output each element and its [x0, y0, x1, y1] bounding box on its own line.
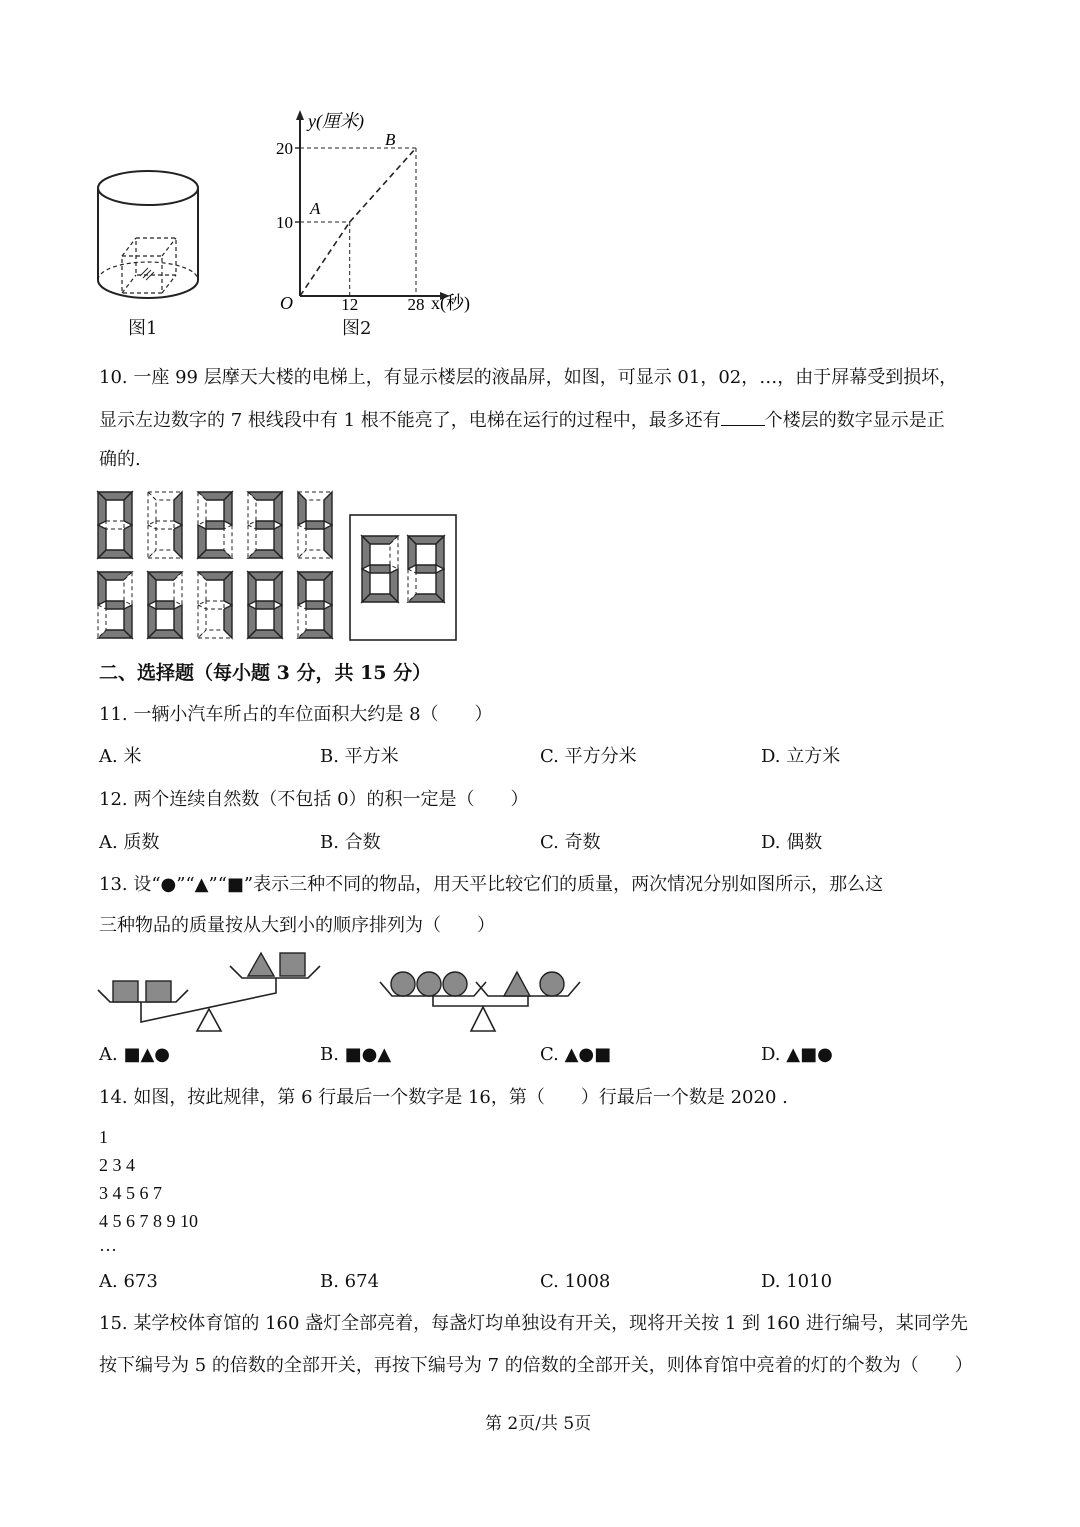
y-tick-label-2: 10 [276, 213, 293, 232]
figure1-caption: 图1 [128, 318, 158, 339]
pattern-row-4: 4 5 6 7 8 9 10 [99, 1211, 198, 1231]
graph-segment-1 [300, 222, 350, 296]
graph-segment-2 [350, 148, 416, 222]
lcd-digit-9 [298, 572, 332, 638]
seven-segment-figure [94, 488, 466, 643]
lcd-digit-6 [148, 572, 182, 638]
lcd-digit-7 [198, 572, 232, 638]
q15-line2: 按下编号为 5 的倍数的全部开关，再按下编号为 7 的倍数的全部开关，则体育馆中亮着的灯的个数为（ ） [99, 1355, 973, 1376]
lcd-digit-1 [148, 492, 182, 558]
y-axis-label: y(厘米) [308, 111, 364, 131]
q12-stem: 12. 两个连续自然数（不包括 0）的积一定是（ ） [99, 789, 529, 810]
balance-figure-1 [96, 945, 328, 1035]
q11-option-d[interactable]: D. 立方米 [761, 746, 841, 767]
lcd-digit-3 [248, 492, 282, 558]
q14-option-c[interactable]: C. 1008 [540, 1271, 611, 1292]
balance-figure-2 [378, 960, 583, 1035]
q11-stem: 11. 一辆小汽车所占的车位面积大约是 8（ ） [99, 704, 493, 725]
lcd-digit-0 [98, 492, 132, 558]
pattern-row-3: 3 4 5 6 7 [99, 1183, 162, 1203]
y-tick-label-1: 20 [276, 139, 293, 158]
q10-line2-tail: 个楼层的数字显示是正 [764, 410, 945, 431]
q13-line1: 13. 设“●”“▲”“■”表示三种不同的物品，用天平比较它们的质量，两次情况分别如图所示，那么这 [99, 874, 884, 895]
x-tick-label-2: 28 [407, 295, 425, 314]
q11-option-c[interactable]: C. 平方分米 [540, 746, 637, 767]
q14-stem: 14. 如图，按此规律，第 6 行最后一个数字是 16，第（ ）行最后一个数是 2020 . [99, 1087, 788, 1108]
q13-option-c[interactable]: C. ▲●■ [540, 1044, 612, 1065]
cylinder-figure [90, 160, 210, 310]
q12-option-b[interactable]: B. 合数 [320, 832, 381, 853]
answer-blank[interactable] [721, 407, 765, 426]
lcd-digit-2 [198, 492, 232, 558]
q10-line2 [99, 407, 945, 433]
point-b-label: B [385, 130, 396, 149]
q12-option-c[interactable]: C. 奇数 [540, 832, 601, 853]
q13-option-d[interactable]: D. ▲■● [761, 1044, 833, 1065]
section-title: 二、选择题（每小题 3 分，共 15 分） [99, 662, 432, 684]
lcd-digit-4 [298, 492, 332, 558]
lcd-digit-8 [248, 572, 282, 638]
q13-option-b[interactable]: B. ■●▲ [320, 1044, 392, 1065]
q12-option-d[interactable]: D. 偶数 [761, 832, 823, 853]
x-tick-label-1: 12 [341, 295, 359, 314]
q12-option-a[interactable]: A. 质数 [99, 832, 160, 853]
q13-line2: 三种物品的质量按从大到小的顺序排列为（ ） [99, 915, 495, 936]
x-axis-label: x(秒) [431, 293, 470, 313]
q10-line1: 10. 一座 99 层摩天大楼的电梯上，有显示楼层的液晶屏，如图，可显示 01，02，…，由于屏幕受到损坏， [99, 367, 958, 388]
lcd-digit-5 [98, 572, 132, 638]
pattern-row-1: 1 [99, 1127, 108, 1147]
q13-option-a[interactable]: A. ■▲● [99, 1044, 170, 1065]
q14-option-d[interactable]: D. 1010 [761, 1271, 833, 1292]
q15-line1: 15. 某学校体育馆的 160 盏灯全部亮着，每盏灯均单独设有开关，现将开关按 1 到 160 进行编号，某同学先 [99, 1313, 968, 1334]
q10-line2-text: 显示左边数字的 7 根线段中有 1 根不能亮了，电梯在运行的过程中，最多还有 [99, 410, 721, 431]
q11-option-a[interactable]: A. 米 [99, 746, 142, 767]
pattern-row-2: 2 3 4 [99, 1155, 135, 1175]
q14-option-a[interactable]: A. 673 [99, 1271, 158, 1292]
figure2-caption: 图2 [342, 318, 372, 339]
q11-option-b[interactable]: B. 平方米 [320, 746, 399, 767]
origin-label: O [280, 293, 293, 313]
q10-line3: 确的. [99, 449, 141, 470]
q14-option-b[interactable]: B. 674 [320, 1271, 380, 1292]
page-number: 第 2页/共 5页 [485, 1414, 592, 1434]
line-graph [268, 108, 488, 318]
point-a-label: A [310, 199, 321, 218]
pattern-ellipsis: … [99, 1235, 117, 1255]
